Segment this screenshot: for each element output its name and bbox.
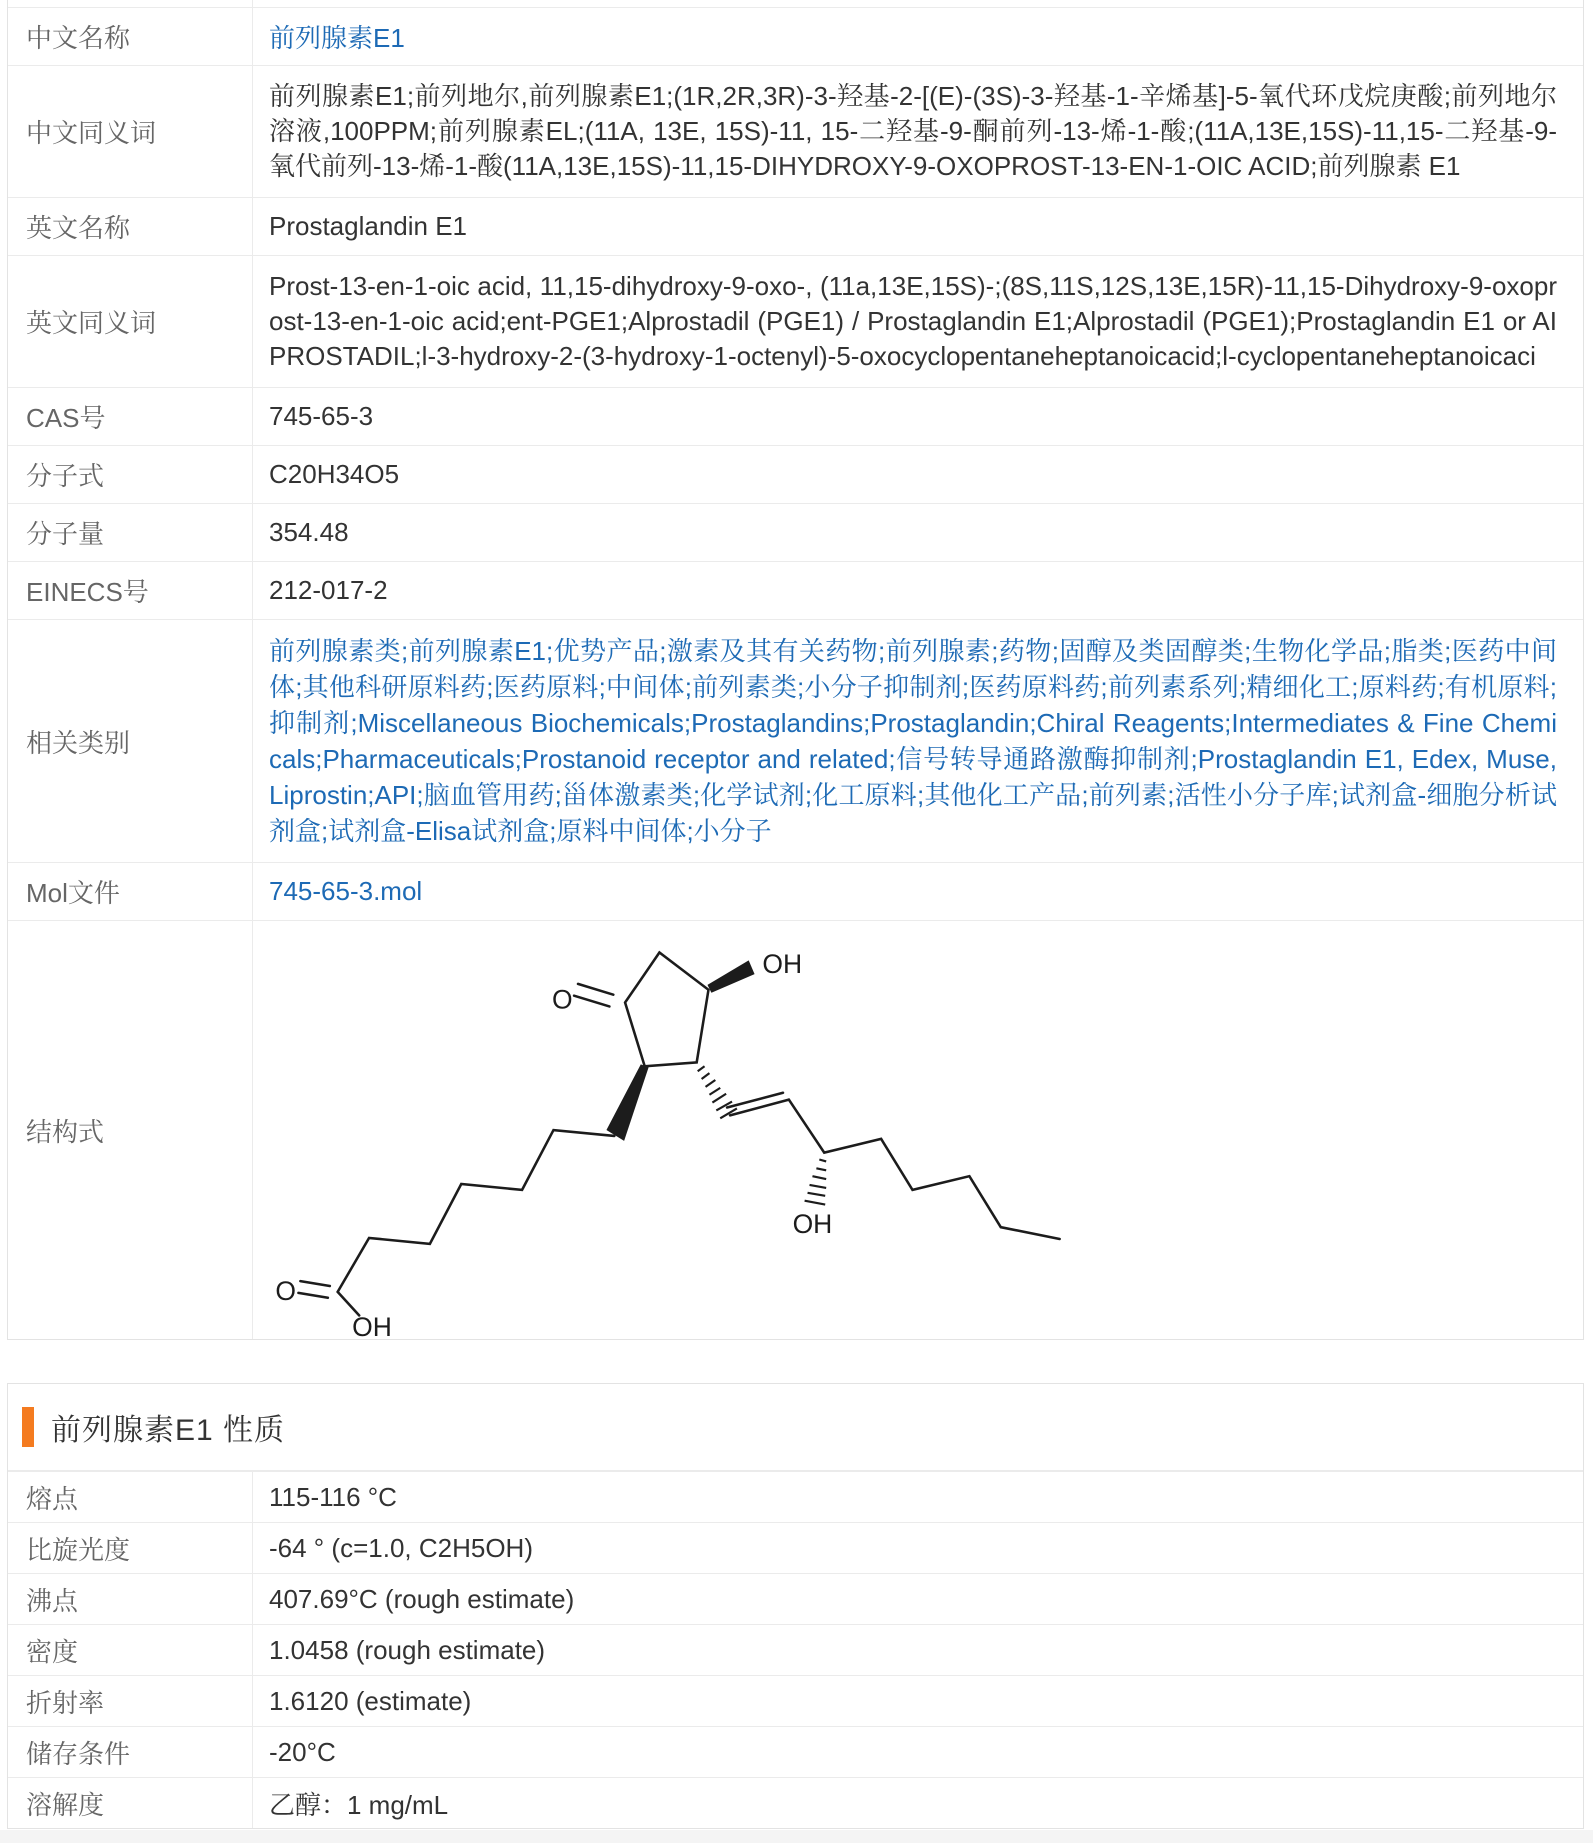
acid-hydroxyl-label: OH	[352, 1312, 392, 1339]
en-name-text: Prostaglandin E1	[269, 211, 468, 241]
prop-row-density	[8, 1624, 1583, 1675]
prop-row-optical-rotation	[8, 1522, 1583, 1573]
cas-label: CAS号	[8, 388, 253, 445]
info-row-cn-synonyms	[8, 65, 1583, 197]
melting-point-label: 熔点	[8, 1472, 253, 1522]
mol-file-link[interactable]: 745-65-3.mol	[269, 876, 423, 906]
info-row-mol-file	[8, 862, 1583, 920]
en-synonyms-label: 英文同义词	[8, 256, 253, 387]
cutoff-value-cell	[253, 0, 1583, 7]
cn-synonyms-text: 前列腺素E1;前列地尔,前列腺素E1;(1R,2R,3R)-3-羟基-2-[(E)-(3S)-3-羟基-1-辛烯基]-5-氧代环戊烷庚酸;前列地尔溶液,100PPM;前列腺素EL;(11A, 13E, 15S)-11, 15-二羟基-9-酮前列-13-烯-1-酸;(11A,13E,15S)-11,15-二羟基-9-氧代前列-13-烯-1-酸(11A,13E,15S)-11,15-DIHYDROXY-9-OXOPROST-13-EN-1-OIC ACID;前列腺素 E1	[269, 81, 1557, 181]
optical-rotation-value: -64 ° (c=1.0, C2H5OH)	[269, 1532, 533, 1563]
prop-row-refractive-index	[8, 1675, 1583, 1726]
info-row-en-name	[8, 197, 1583, 255]
en-synonyms-text: Prost-13-en-1-oic acid, 11,15-dihydroxy-9-oxo-, (11a,13E,15S)-;(8S,11S,12S,13E,15R)-11,15-Dihydroxy-9-oxoprost-13-en-1-oic acid;ent-PGE1;Alprostadil (PGE1) / Prostaglandin E1;Alprostadil (PGE1);Prostaglandin E1 or AIPROSTADIL;l-3-hydroxy-2-(3-hydroxy-1-octenyl)-5-oxocyclopentaneheptanoicacid;l-cyclopentaneheptanoicaci	[269, 271, 1557, 371]
cutoff-row	[8, 0, 1583, 7]
solubility-value: 乙醇：1 mg/mL	[269, 1789, 449, 1820]
info-row-einecs	[8, 561, 1583, 619]
optical-rotation-label: 比旋光度	[8, 1523, 253, 1573]
prop-row-boiling-point	[8, 1573, 1583, 1624]
formula-label: 分子式	[8, 446, 253, 503]
properties-header	[8, 1384, 1583, 1471]
properties-section	[7, 1383, 1584, 1829]
acid-oxygen-label: O	[275, 1275, 296, 1306]
melting-point-value: 115-116 °C	[269, 1481, 397, 1512]
density-label: 密度	[8, 1625, 253, 1675]
info-row-cas	[8, 387, 1583, 445]
info-row-categories	[8, 619, 1583, 862]
structure-cell	[253, 921, 1583, 1339]
boiling-point-label: 沸点	[8, 1574, 253, 1624]
cas-value: 745-65-3	[269, 401, 374, 431]
cn-name-link[interactable]: 前列腺素E1	[269, 23, 405, 53]
prop-row-melting-point	[8, 1471, 1583, 1522]
ketone-oxygen-label: O	[552, 984, 573, 1015]
structure-label: 结构式	[8, 921, 253, 1339]
info-row-structure	[8, 920, 1583, 1339]
einecs-value: 212-017-2	[269, 575, 388, 605]
accent-bar	[22, 1407, 34, 1447]
page-bottom-strip	[0, 1830, 1593, 1843]
refractive-index-label: 折射率	[8, 1676, 253, 1726]
categories-links[interactable]: 前列腺素类;前列腺素E1;优势产品;激素及其有关药物;前列腺素;药物;固醇及类固醇类;生物化学品;脂类;医药中间体;其他科研原料药;医药原料;中间体;前列素类;小分子抑制剂;医药原料药;前列素系列;精细化工;原料药;有机原料;抑制剂;Miscellaneous Biochemicals;Prostaglandins;Prostaglandin;Chiral Reagents;Intermediates & Fine Chemicals;Pharmaceuticals;Prostanoid receptor and related;信号转导通路激酶抑制剂;Prostaglandin E1, Edex, Muse, Liprostin;API;脑血管用药;甾体激素类;化学试剂;化工原料;其他化工产品;前列素;活性小分子库;试剂盒-细胞分析试剂盒;试剂盒-Elisa试剂盒;原料中间体;小分子	[269, 636, 1557, 846]
cn-name-label: 中文名称	[8, 8, 253, 65]
ring-hydroxyl-label: OH	[762, 949, 803, 980]
storage-value: -20°C	[269, 1736, 336, 1767]
boiling-point-value: 407.69°C (rough estimate)	[269, 1583, 575, 1614]
wedge-bond-oh	[707, 960, 754, 992]
refractive-index-value: 1.6120 (estimate)	[269, 1685, 472, 1716]
prop-row-storage	[8, 1726, 1583, 1777]
hash-bond-c12	[698, 1066, 737, 1118]
compound-info-table	[7, 0, 1584, 1340]
wedge-bond-chain	[606, 1064, 648, 1141]
info-row-formula	[8, 445, 1583, 503]
info-row-mw	[8, 503, 1583, 561]
en-name-label: 英文名称	[8, 198, 253, 255]
cn-synonyms-label: 中文同义词	[8, 66, 253, 197]
categories-label: 相关类别	[8, 620, 253, 862]
density-value: 1.0458 (rough estimate)	[269, 1634, 546, 1665]
cutoff-label-cell	[8, 0, 253, 7]
storage-label: 储存条件	[8, 1727, 253, 1777]
info-row-en-synonyms	[8, 255, 1583, 387]
ring-bond	[625, 953, 708, 1067]
structure-image	[269, 927, 1091, 1339]
solubility-label: 溶解度	[8, 1778, 253, 1828]
info-row-cn-name	[8, 7, 1583, 65]
mw-label: 分子量	[8, 504, 253, 561]
hash-bond-c15-oh	[805, 1159, 827, 1204]
properties-title: 前列腺素E1 性质	[51, 1414, 286, 1447]
mol-file-label: Mol文件	[8, 863, 253, 920]
prop-row-solubility	[8, 1777, 1583, 1828]
mw-value: 354.48	[269, 517, 349, 547]
formula-value: C20H34O5	[269, 459, 400, 489]
chain-hydroxyl-label: OH	[792, 1209, 833, 1240]
einecs-label: EINECS号	[8, 562, 253, 619]
